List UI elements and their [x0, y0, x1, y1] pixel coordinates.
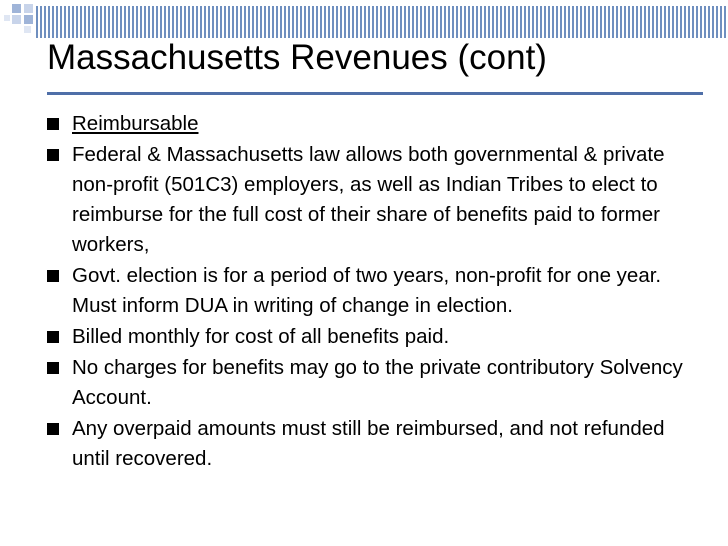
decorative-square	[24, 26, 31, 33]
bullet-text: Govt. election is for a period of two years, non-profit for one year. Must inform DUA in writing of change in election.	[72, 264, 662, 317]
bullet-list	[47, 109, 707, 475]
square-bullet-icon	[47, 118, 59, 130]
bullet-item	[47, 353, 707, 413]
bullet-text: Federal & Massachusetts law allows both governmental & private non-profit (501C3) employers, as well as Indian Tribes to elect to reimburse for the full cost of their share of benefits paid to former workers,	[72, 143, 665, 256]
square-bullet-icon	[47, 149, 59, 161]
bullet-item	[47, 140, 707, 260]
decorative-square	[24, 4, 33, 13]
decorative-stripes	[36, 6, 728, 38]
bullet-item	[47, 322, 707, 352]
square-bullet-icon	[47, 423, 59, 435]
bullet-text: Billed monthly for cost of all benefits paid.	[72, 325, 450, 348]
decorative-square	[24, 15, 33, 24]
bullet-text: Any overpaid amounts must still be reimbursed, and not refunded until recovered.	[72, 417, 665, 470]
bullet-text-reimbursable: Reimbursable	[72, 112, 199, 135]
slide-title: Massachusetts Revenues (cont)	[47, 38, 547, 77]
title-underline-rule	[47, 92, 703, 95]
bullet-item	[47, 261, 707, 321]
square-bullet-icon	[47, 270, 59, 282]
decorative-square	[12, 15, 21, 24]
decorative-square	[12, 4, 21, 13]
square-bullet-icon	[47, 331, 59, 343]
decorative-square	[4, 15, 10, 21]
bullet-text: No charges for benefits may go to the private contributory Solvency Account.	[72, 356, 683, 409]
bullet-item	[47, 109, 707, 139]
bullet-item	[47, 414, 707, 474]
square-bullet-icon	[47, 362, 59, 374]
